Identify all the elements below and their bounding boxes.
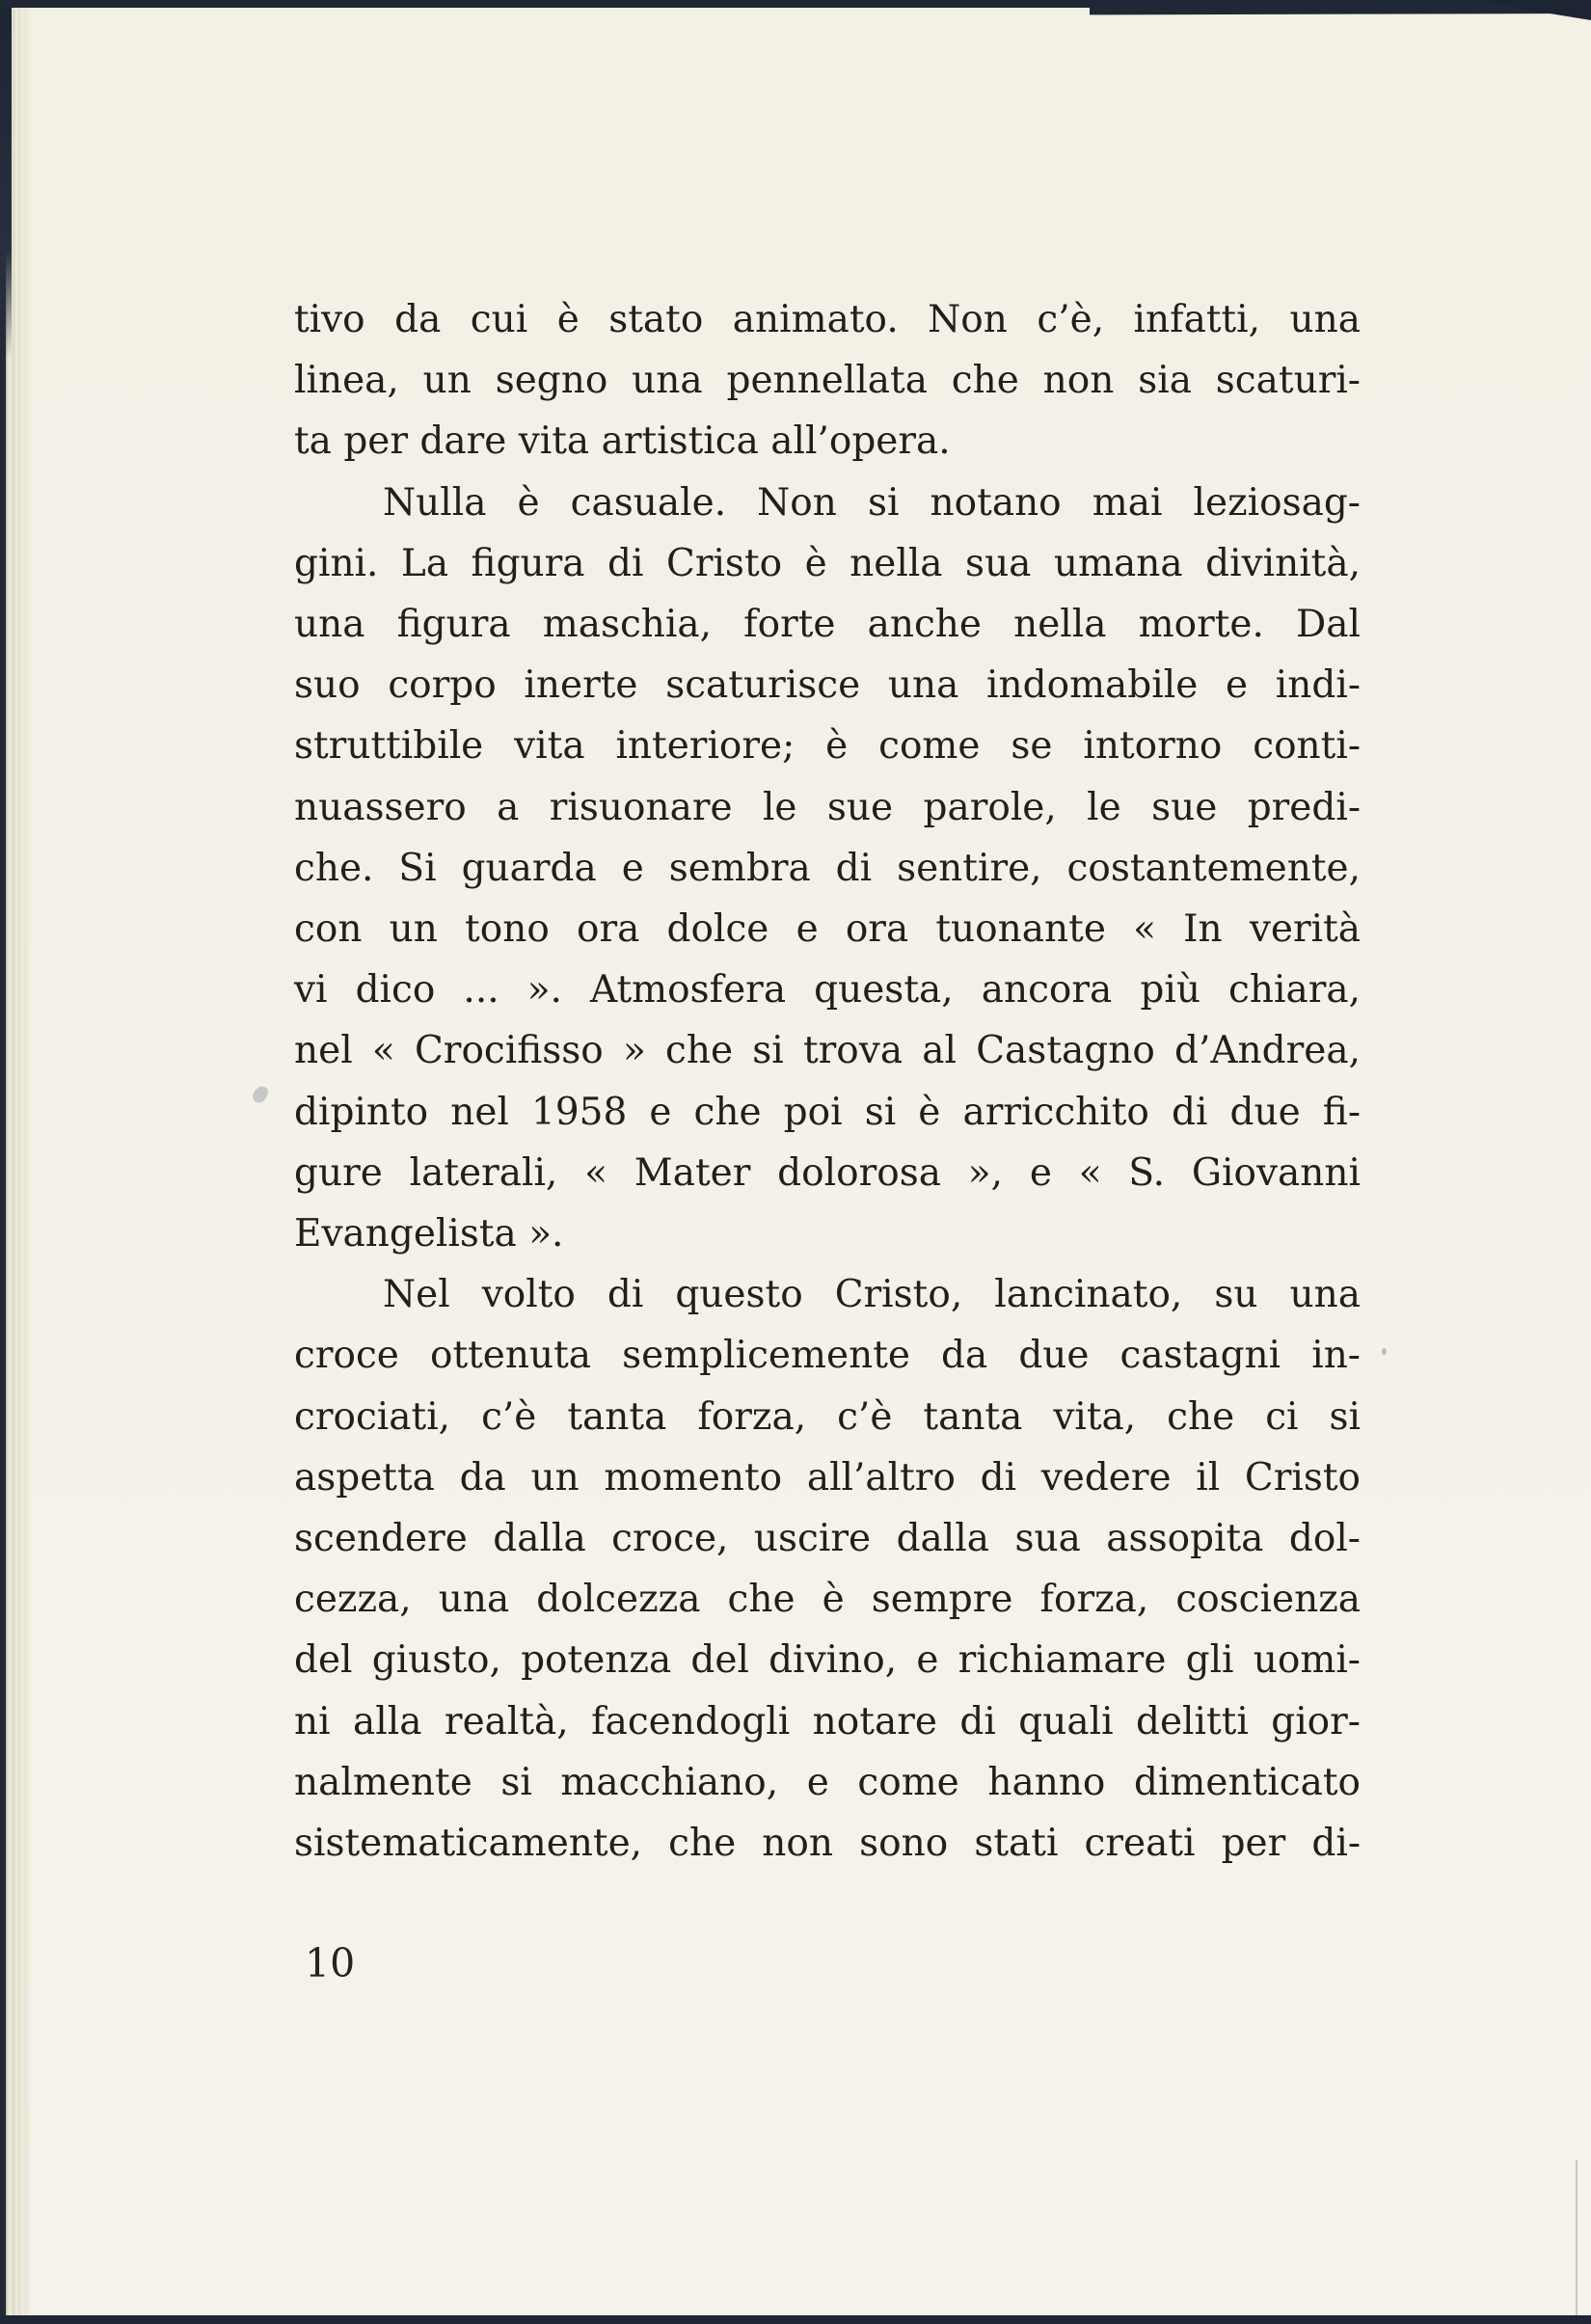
text-line: tivo da cui è stato animato. Non c’è, infatti, una [294,298,1361,341]
text-line: nalmente si macchiano, e come hanno dimenticato [294,1760,1361,1804]
text-line: Nel volto di questo Cristo, lancinato, su una [383,1273,1361,1317]
text-line: nel « Crocifisso » che si trova al Castagno d’Andrea, [294,1029,1361,1073]
text-line: del giusto, potenza del divino, e richiamare gli uomi- [294,1638,1361,1683]
text-line: struttibile vita interiore; è come se intorno conti- [294,724,1361,769]
text-line: cezza, una dolcezza che è sempre forza, coscienza [294,1578,1361,1622]
text-line: dipinto nel 1958 e che poi si è arricchito di due fi- [294,1090,1361,1134]
text-line: ta per dare vita artistica all’opera. [294,419,951,464]
text-line: Evangelista ». [294,1212,564,1257]
text-line: Nulla è casuale. Non si notano mai leziosag- [383,480,1361,525]
text-line: gini. La figura di Cristo è nella sua umana divinità, [294,541,1361,585]
body-text [294,289,1361,1874]
text-line: che. Si guarda e sembra di sentire, costantemente, [294,846,1361,890]
text-line: aspetta da un momento all’altro di vedere il Cristo [294,1455,1361,1500]
text-line: con un tono ora dolce e ora tuonante « In verità [294,907,1361,952]
text-line: suo corpo inerte scaturisce una indomabile e indi- [294,663,1361,708]
page-number: 10 [305,1940,356,1986]
text-line: scendere dalla croce, uscire dalla sua assopita dol- [294,1517,1361,1561]
text-line: crociati, c’è tanta forza, c’è tanta vita, che ci si [294,1394,1361,1439]
text-line: gure laterali, « Mater dolorosa », e « S. Giovanni [294,1150,1361,1195]
text-line: linea, un segno una pennellata che non sia scaturi- [294,359,1361,403]
scan-edge-bottom [0,2315,1591,2324]
text-line: sistematicamente, che non sono stati creati per di- [294,1822,1361,1866]
scan-speck [1382,1348,1387,1355]
text-line: vi dico ... ». Atmosfera questa, ancora più chiara, [294,968,1361,1013]
text-line: ni alla realtà, facendogli notare di quali delitti gior- [294,1699,1361,1743]
text-line: croce ottenuta semplicemente da due castagni in- [294,1334,1361,1378]
page-crease [1576,2160,1578,2315]
scan-edge-left [0,0,12,359]
text-line: nuassero a risuonare le sue parole, le sue predi- [294,785,1361,829]
text-line: una figura maschia, forte anche nella morte. Dal [294,603,1361,647]
